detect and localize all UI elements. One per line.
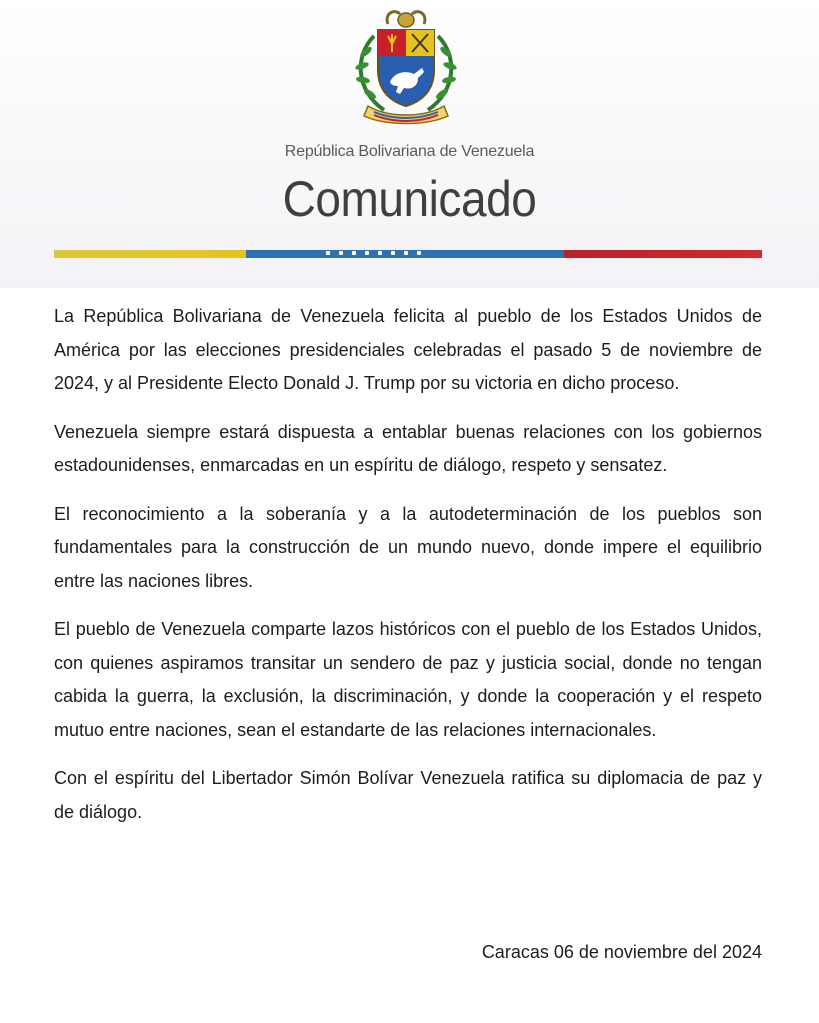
paragraph: El pueblo de Venezuela comparte lazos históricos con el pueblo de los Estados Unidos, con quienes aspiramos transitar un sendero de paz y justicia social, donde no tengan cabida la guerra, la exclusión, la discriminación, y donde la cooperación y el respeto mutuo entre naciones, sean el estandarte de las relaciones internacionales. <box>54 619 762 740</box>
flag-red-segment <box>564 250 762 258</box>
communique-body <box>54 300 762 844</box>
date-line: Caracas 06 de noviembre del 2024 <box>481 942 762 962</box>
flag-yellow-segment <box>54 250 246 258</box>
paragraph: Con el espíritu del Libertador Simón Bolívar Venezuela ratifica su diplomacia de paz y de diálogo. <box>54 768 762 822</box>
paragraph: La República Bolivariana de Venezuela felicita al pueblo de los Estados Unidos de América por las elecciones presidenciales celebradas el pasado 5 de noviembre de 2024, y al Presidente Electo Donald J. Trump por su victoria en dicho proceso. <box>54 306 762 393</box>
paragraph: El reconocimiento a la soberanía y a la autodeterminación de los pueblos son fundamentales para la construcción de un mundo nuevo, donde impere el equilibrio entre las naciones libres. <box>54 503 762 591</box>
stars-icon <box>326 251 421 255</box>
flag-color-bar <box>54 250 762 258</box>
page-title: Comunicado <box>282 171 537 227</box>
coat-of-arms-icon <box>344 6 468 128</box>
paragraph: Venezuela siempre estará dispuesta a entablar buenas relaciones con los gobiernos estadounidenses, enmarcadas en un espíritu de diálogo, respeto y sensatez. <box>54 421 762 475</box>
letterhead <box>0 0 819 288</box>
flag-blue-segment <box>246 250 564 258</box>
republic-name: República Bolivariana de Venezuela <box>284 143 535 160</box>
